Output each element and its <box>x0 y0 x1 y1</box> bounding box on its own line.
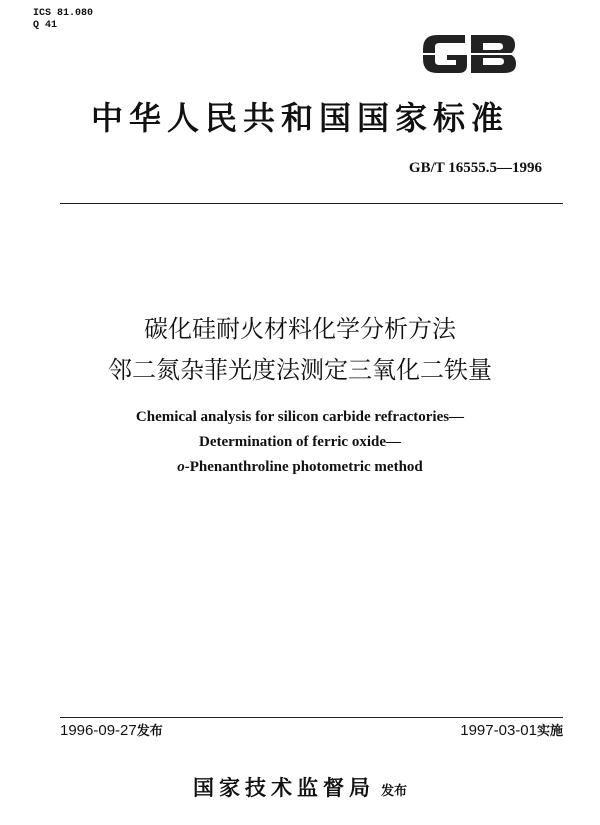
english-title-line-2: Determination of ferric oxide— <box>198 434 402 450</box>
issuing-authority: 国家技术监督局 <box>192 775 375 800</box>
gb-logo <box>415 25 523 81</box>
issuer-action: 发布 <box>380 784 407 799</box>
header-divider <box>60 203 563 204</box>
english-title-italic-prefix: o <box>177 459 185 475</box>
issue-label: 发布 <box>136 723 163 738</box>
effective-date-block <box>460 720 563 739</box>
classification-block <box>33 8 93 32</box>
chinese-title-line-2: 邻二氮杂菲光度法测定三氧化二铁量 <box>108 356 492 384</box>
english-title-line-3 <box>0 459 600 476</box>
ccs-code: Q 41 <box>33 20 58 31</box>
national-standard-heading: 中华人民共和国国家标准 <box>90 99 509 137</box>
issue-date: 1996-09-27 <box>60 722 137 739</box>
footer-divider <box>60 717 563 718</box>
issuer-line <box>0 772 600 802</box>
ics-code: ICS 81.080 <box>33 8 94 19</box>
english-title-line-3-text: -Phenanthroline photometric method <box>184 459 423 475</box>
effective-date: 1997-03-01 <box>460 722 537 739</box>
issue-date-block <box>60 720 163 739</box>
effective-label: 实施 <box>536 723 563 738</box>
chinese-title-line-1: 碳化硅耐火材料化学分析方法 <box>144 315 456 343</box>
english-title-line-1: Chemical analysis for silicon carbide refractories— <box>135 409 465 425</box>
standard-number: GB/T 16555.5—1996 <box>408 160 542 176</box>
